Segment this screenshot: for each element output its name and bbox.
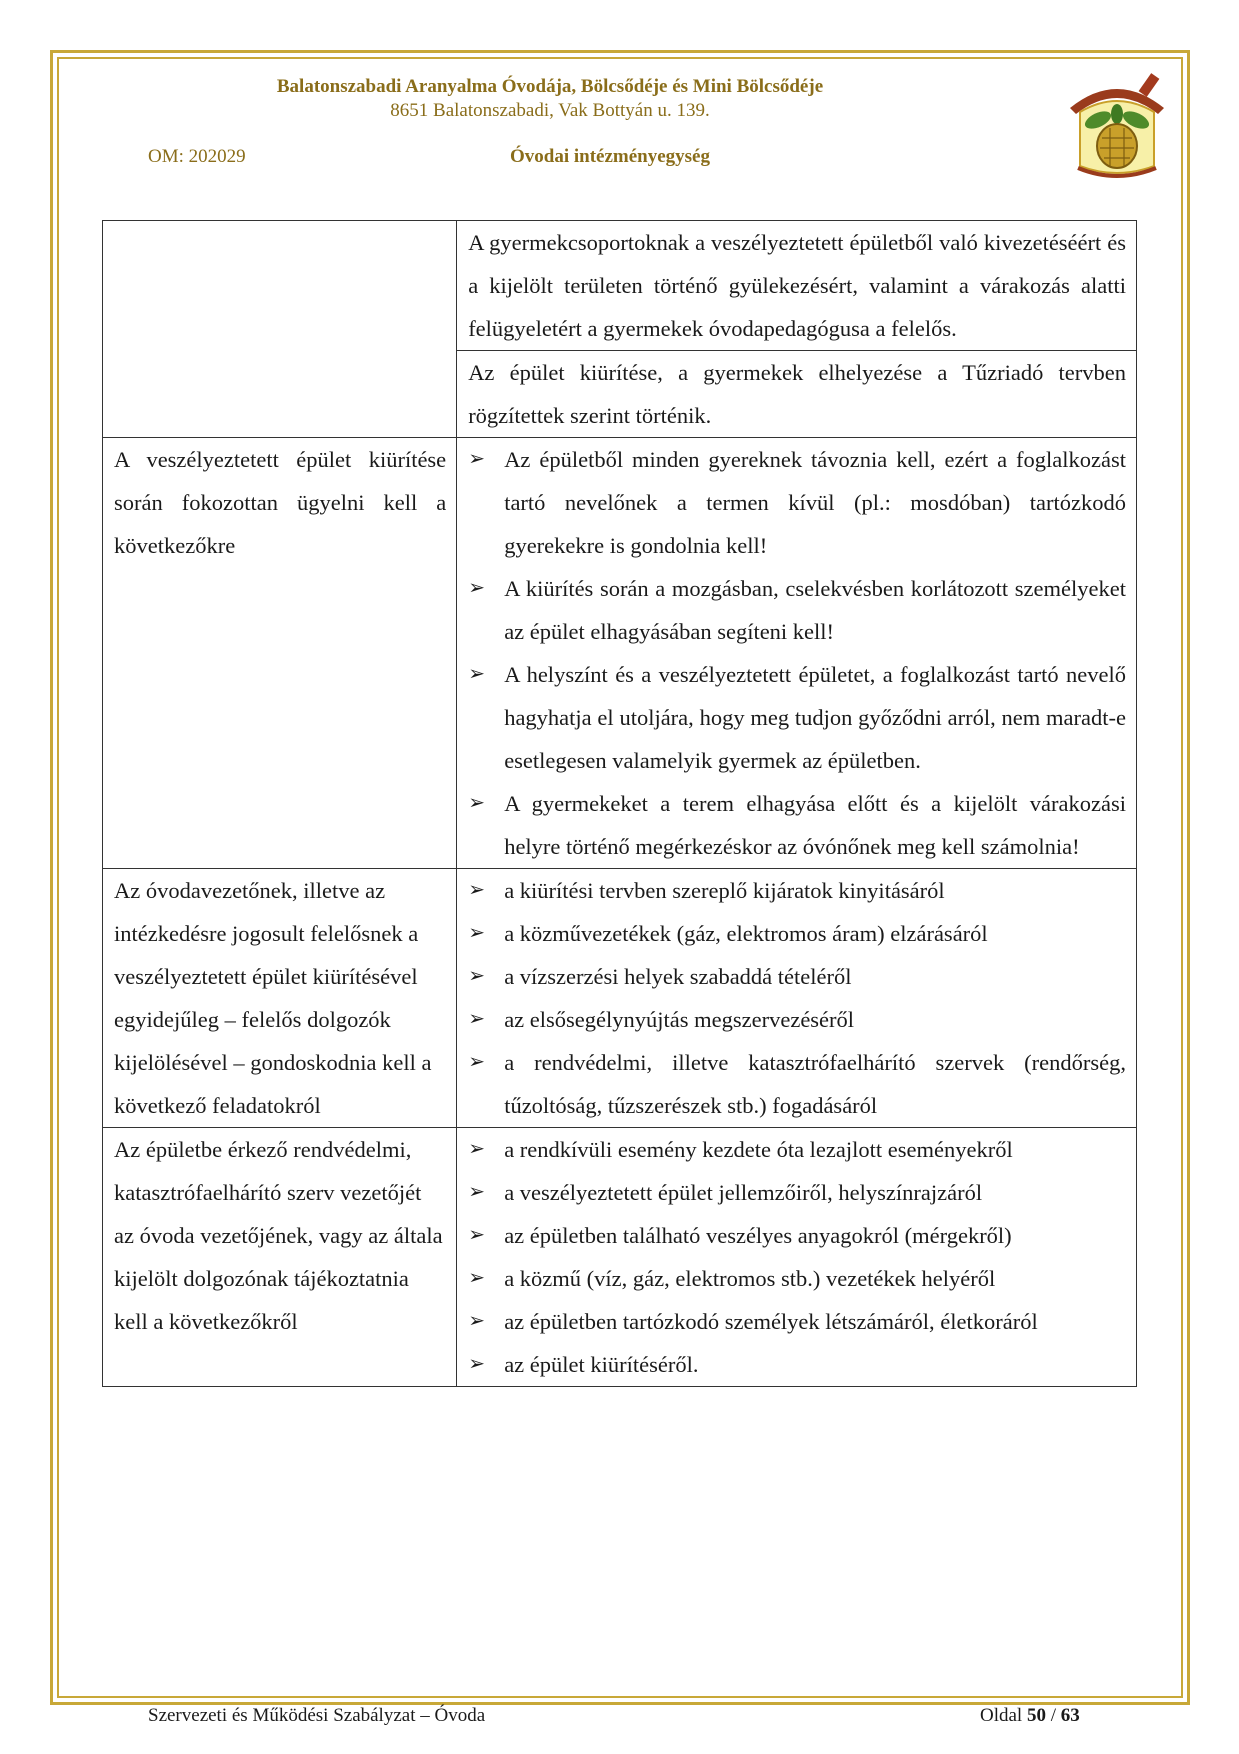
row1-left-cell: [103, 221, 457, 438]
arrow-bullet-icon: ➢: [468, 1051, 485, 1073]
arrow-bullet-icon: ➢: [468, 577, 485, 599]
arrow-bullet-icon: ➢: [468, 879, 485, 901]
list-item: ➢ a közmű (víz, gáz, elektromos stb.) vezetékek helyéről: [468, 1257, 1126, 1300]
arrow-bullet-icon: ➢: [468, 1224, 485, 1246]
list-item: ➢ a kiürítési tervben szereplő kijáratok kinyitásáról: [468, 869, 1126, 912]
list-item: ➢ a rendkívüli esemény kezdete óta lezajlott eseményekről: [468, 1128, 1126, 1171]
list-item: ➢ A kiürítés során a mozgásban, cselekvésben korlátozott személyeket az épület elhagyásában segíteni kell!: [468, 567, 1126, 653]
institution-name: Balatonszabadi Aranyalma Óvodája, Bölcsődéje és Mini Bölcsődéje: [276, 76, 824, 97]
list-item: ➢ az épületben tartózkodó személyek létszámáról, életkoráról: [468, 1300, 1126, 1343]
arrow-bullet-icon: ➢: [468, 448, 485, 470]
arrow-bullet-icon: ➢: [468, 1181, 485, 1203]
arrow-bullet-icon: ➢: [468, 1310, 485, 1332]
arrow-bullet-icon: ➢: [468, 663, 485, 685]
om-identifier: OM: 202029: [148, 146, 246, 167]
arrow-bullet-icon: ➢: [468, 1353, 485, 1375]
kindergarten-logo: [1062, 68, 1172, 186]
list-item: ➢ a vízszerzési helyek szabaddá tételéről: [468, 955, 1126, 998]
row1-paragraph-responsibility: A gyermekcsoportoknak a veszélyeztetett épületből való kivezetéséért és a kijelölt területen történő gyülekezésért, valamint a várakozás alatti felügyeletért a gyermekek óvodapedagógusa a felelős.: [457, 221, 1136, 351]
list-item: ➢ a rendvédelmi, illetve katasztrófaelhárító szervek (rendőrség, tűzoltóság, tűzszerészek stb.) fogadásáról: [468, 1041, 1126, 1127]
unit-name: Óvodai intézményegység: [509, 146, 710, 167]
institution-address: 8651 Balatonszabadi, Vak Bottyán u. 139.: [390, 100, 710, 121]
list-item: ➢ a közművezetékek (gáz, elektromos áram) elzárásáról: [468, 912, 1126, 955]
list-item: ➢ A helyszínt és a veszélyeztetett épületet, a foglalkozást tartó nevelő hagyhatja el utoljára, hogy meg tudjon győződni arról, nem maradt-e esetlegesen valamelyik gyermek az épületben.: [468, 653, 1126, 782]
table-row: [103, 1128, 1137, 1387]
arrow-bullet-icon: ➢: [468, 1008, 485, 1030]
table-row: [103, 221, 1137, 438]
arrow-bullet-icon: ➢: [468, 1267, 485, 1289]
list-item: ➢ A gyermekeket a terem elhagyása előtt és a kijelölt várakozási helyre történő megérkezéskor az óvónőnek meg kell számolnia!: [468, 782, 1126, 868]
row2-left-cell: A veszélyeztetett épület kiürítése során fokozottan ügyelni kell a következőkre: [103, 438, 457, 869]
row4-list: [468, 1128, 1126, 1386]
table-row: [103, 869, 1137, 1128]
list-item: ➢ az épületben található veszélyes anyagokról (mérgekről): [468, 1214, 1126, 1257]
table-row: [103, 438, 1137, 869]
arrow-bullet-icon: ➢: [468, 792, 485, 814]
list-item: ➢ az elsősegélynyújtás megszervezéséről: [468, 998, 1126, 1041]
list-item: ➢ az épület kiürítéséről.: [468, 1343, 1126, 1386]
row1-paragraph-evacuation: Az épület kiürítése, a gyermekek elhelyezése a Tűzriadó tervben rögzítettek szerint történik.: [468, 360, 1126, 428]
row2-list: [468, 438, 1126, 868]
list-item: ➢ Az épületből minden gyereknek távoznia kell, ezért a foglalkozást tartó nevelőnek a termen kívül (pl.: mosdóban) tartózkodó gyerekekre is gondolnia kell!: [468, 438, 1126, 567]
footer-page-number: Oldal 50 / 63: [980, 1705, 1080, 1726]
row3-list: [468, 869, 1126, 1127]
list-item: ➢ a veszélyeztetett épület jellemzőiről, helyszínrajzáról: [468, 1171, 1126, 1214]
arrow-bullet-icon: ➢: [468, 965, 485, 987]
arrow-bullet-icon: ➢: [468, 922, 485, 944]
arrow-bullet-icon: ➢: [468, 1138, 485, 1160]
footer-document-title: Szervezeti és Működési Szabályzat – Óvoda: [148, 1705, 486, 1726]
evacuation-table: [102, 220, 1137, 1387]
row4-left-cell: Az épületbe érkező rendvédelmi, katasztrófaelhárító szerv vezetőjét az óvoda vezetőjének, vagy az általa kijelölt dolgozónak tájékoztatnia kell a következőkről: [103, 1128, 457, 1387]
row3-left-cell: Az óvodavezetőnek, illetve az intézkedésre jogosult felelősnek a veszélyeztetett épület kiürítésével egyidejűleg – felelős dolgozók kijelölésével – gondoskodnia kell a következő feladatokról: [103, 869, 457, 1128]
